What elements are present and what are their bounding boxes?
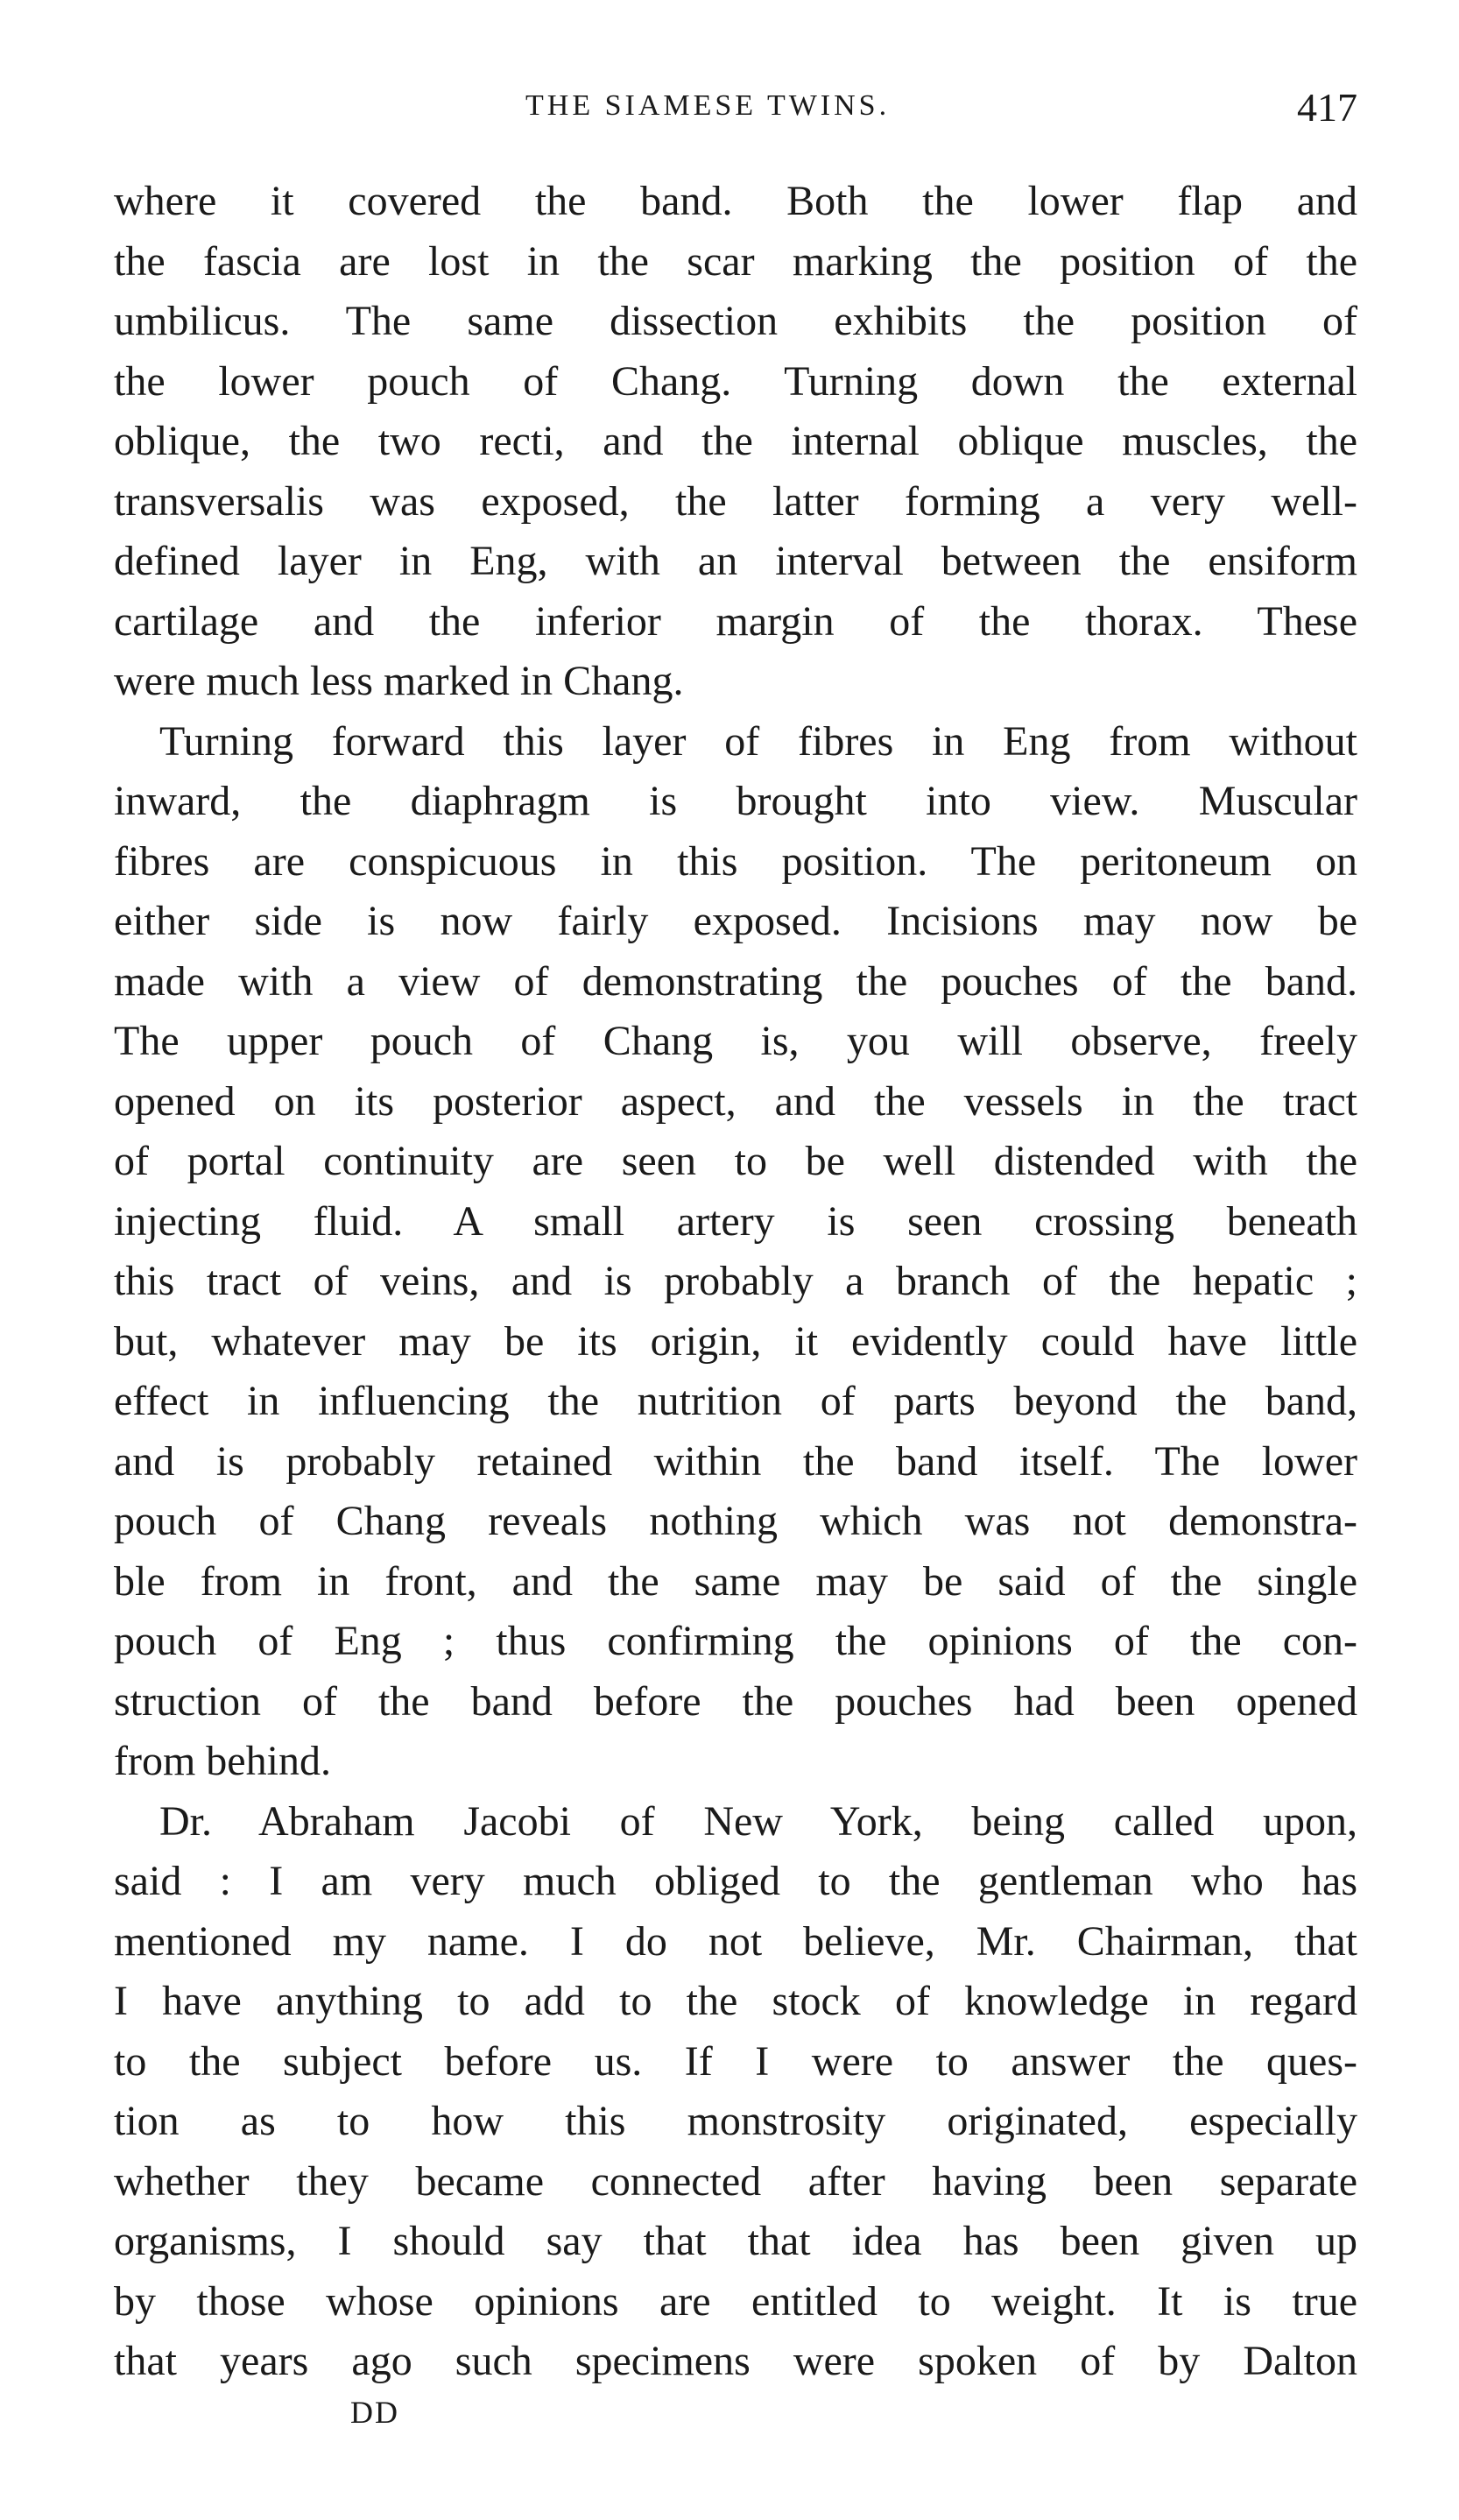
page-number: 417 [1297, 85, 1357, 130]
text-line: that years ago such specimens were spoken of by Dalton [114, 2338, 1357, 2384]
text-line: organisms, I should say that that idea has been given up [114, 2218, 1357, 2264]
text-line: struction of the band before the pouches had been opened [114, 1677, 1357, 1725]
text-line: to the subject before us. If I were to answer the ques- [114, 2037, 1357, 2085]
text-line: umbilicus. The same dissection exhibits the position of [114, 298, 1357, 344]
body-text [114, 172, 1357, 2392]
text-line: The upper pouch of Chang is, you will observe, freely [114, 1018, 1357, 1064]
text-line: the fascia are lost in the scar marking the position of the [114, 237, 1357, 285]
text-line: injecting fluid. A small artery is seen crossing beneath [114, 1197, 1357, 1245]
paragraph [114, 1792, 1357, 2392]
paragraph [114, 172, 1357, 712]
text-line: from behind. [114, 1738, 331, 1784]
text-line: fibres are conspicuous in this position. The peritoneum on [114, 837, 1357, 885]
text-line: inward, the diaphragm is brought into view. Muscular [114, 778, 1357, 824]
running-head [114, 84, 1357, 137]
text-line: and is probably retained within the band itself. The lower [114, 1437, 1357, 1485]
text-line: transversalis was exposed, the latter forming a very well- [114, 477, 1357, 525]
text-line: either side is now fairly exposed. Incisions may now be [114, 898, 1357, 944]
text-line: Dr. Abraham Jacobi of New York, being called upon, [159, 1797, 1357, 1845]
text-line: this tract of veins, and is probably a branch of the hepatic ; [114, 1258, 1357, 1304]
text-line: defined layer in Eng, with an interval between the ensiform [114, 538, 1357, 584]
text-line: ble from in front, and the same may be said of the single [114, 1557, 1357, 1605]
text-line: were much less marked in Chang. [114, 658, 684, 704]
text-line: effect in influencing the nutrition of parts beyond the band, [114, 1378, 1357, 1424]
paragraph [114, 712, 1357, 1792]
text-line: pouch of Eng ; thus confirming the opinions of the con- [114, 1618, 1357, 1664]
text-line: but, whatever may be its origin, it evidently could have little [114, 1317, 1357, 1365]
text-line: oblique, the two recti, and the internal oblique muscles, the [114, 418, 1357, 464]
text-line: Turning forward this layer of fibres in Eng from without [159, 717, 1357, 765]
text-line: opened on its posterior aspect, and the vessels in the tract [114, 1077, 1357, 1125]
text-line: of portal continuity are seen to be well distended with the [114, 1138, 1357, 1184]
text-line: mentioned my name. I do not believe, Mr. Chairman, that [114, 1917, 1357, 1965]
text-line: I have anything to add to the stock of knowledge in regard [114, 1978, 1357, 2024]
text-line: by those whose opinions are entitled to weight. It is true [114, 2277, 1357, 2325]
text-line: said : I am very much obliged to the gentleman who has [114, 1858, 1357, 1904]
text-line: pouch of Chang reveals nothing which was not demonstra- [114, 1498, 1357, 1544]
text-line: where it covered the band. Both the lower flap and [114, 178, 1357, 224]
text-line: made with a view of demonstrating the pouches of the band. [114, 957, 1357, 1005]
running-title: THE SIAMESE TWINS. [525, 89, 891, 122]
signature-mark: DD [350, 2395, 399, 2430]
text-line: tion as to how this monstrosity originated, especially [114, 2098, 1357, 2144]
text-line: whether they became connected after having been separate [114, 2157, 1357, 2205]
text-line: cartilage and the inferior margin of the thorax. These [114, 597, 1357, 645]
text-line: the lower pouch of Chang. Turning down the external [114, 357, 1357, 405]
